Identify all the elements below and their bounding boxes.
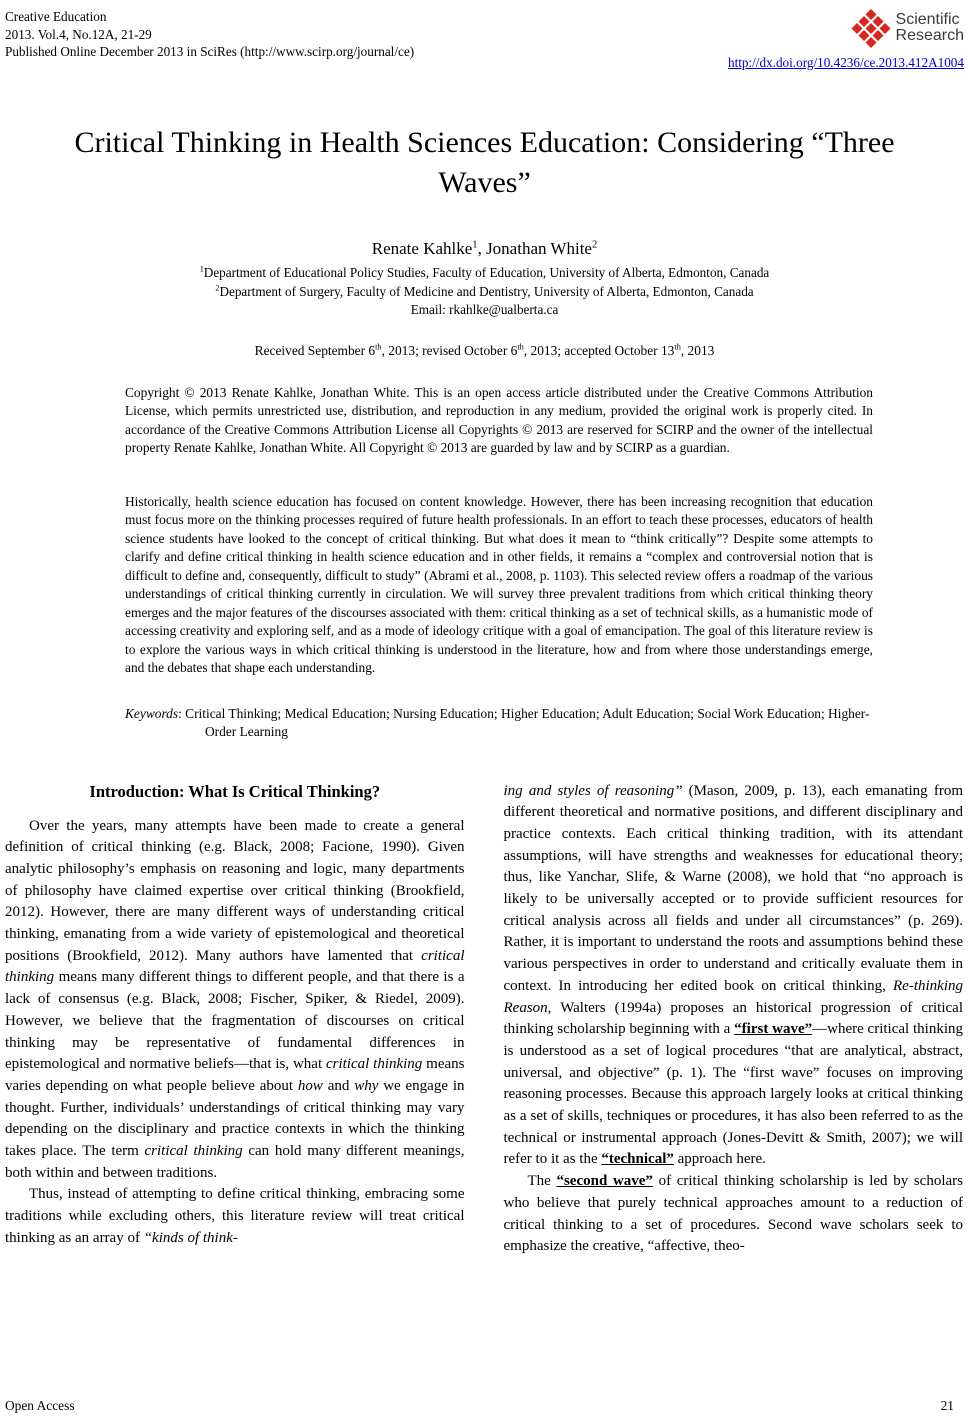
scirp-logo-text: [896, 12, 964, 44]
journal-title: Creative Education: [5, 9, 107, 24]
authors-line: Renate Kahlke$^1$, Jonathan White$^2$: [371, 239, 598, 258]
doi-link[interactable]: http://dx.doi.org/10.4236/ce.2013.412A1004: [727, 55, 964, 70]
affiliation-2: $^2$Department of Surgery, Faculty of Medicine and Dentistry, University of Alberta, Edmonton, Canada: [215, 283, 754, 299]
page-header: [5, 8, 964, 71]
scientific-research-logo: [728, 8, 964, 48]
journal-published: Published Online December 2013 in SciRes (http://www.scirp.org/journal/ce): [5, 44, 415, 60]
page-number: 21: [940, 1398, 954, 1413]
header-right: [728, 8, 964, 71]
article-body: [5, 781, 964, 1258]
page-footer: [5, 1398, 954, 1414]
right-column: [504, 781, 964, 1258]
email-line: Email: rkahlke@ualberta.ca: [410, 302, 559, 317]
abstract: Historically, health science education has focused on content knowledge. However, there has been increasing recognition that education must focus more on the thinking processes required of future health professionals. In an effort to teach these processes, educators of health science students have looked to the concept of critical thinking. But what does it mean to “think critically”? Despite some attempts to clarify and define critical thinking in health science education and in other fields, it remains a “complex and controversial notion that is difficult to define and, consequently, difficult to study” (Abrami et al., 2008, p. 1103). This selected review offers a roadmap of the various understandings of critical thinking currently in circulation. We will survey three prevalent traditions from which critical thinking theory emerges and the major features of the discourses associated with them: critical thinking as a set of technical skills, as a humanistic mode of accessing creativity and exploring self, and as a mode of ideology critique with a goal of emancipation. The goal of this literature review is to explore the various ways in which critical thinking is understood in the literature, how and from where those understandings emerge, and the debates that shape each understanding.: [125, 493, 873, 675]
journal-volume: 2013. Vol.4, No.12A, 21-29: [5, 26, 152, 42]
keywords-line: Keywords: Critical Thinking; Medical Education; Nursing Education; Higher Education; Adult Education; Social Work Education; Higher-Order Learning: [125, 705, 870, 739]
body-paragraph: The “second wave” of critical thinking scholarship is led by scholars who believe that purely technical approaches amount to a reduction of critical thinking to a set of procedures. Second wave scholars seek to emphasize the creative, “affective, theo-: [503, 1173, 963, 1255]
journal-info: [5, 8, 414, 61]
copyright-notice: Copyright © 2013 Renate Kahlke, Jonathan White. This is an open access article distributed under the Creative Commons Attribution License, which permits unrestricted use, distribution, and reproduction in any medium, provided the original work is properly cited. In accordance of the Creative Commons Attribution License all Copyrights © 2013 are reserved for SCIRP and the owner of the intellectual property Renate Kahlke, Jonathan White. All Copyright © 2013 are guarded by law and by SCIRP as a guardian.: [125, 384, 873, 455]
section-heading-introduction: Introduction: What Is Critical Thinking?: [89, 781, 381, 801]
left-column: [5, 781, 465, 1258]
body-paragraph: Thus, instead of attempting to define critical thinking, embracing some traditions while excluding others, this literature review will treat critical thinking as an array of “kinds of think-: [5, 1186, 465, 1246]
scirp-logo-text-line2: Research: [895, 27, 964, 44]
received-line: Received September 6th, 2013; revised October 6th, 2013; accepted October 13th, 2013: [254, 342, 715, 358]
body-paragraph: Over the years, many attempts have been made to create a general definition of critical thinking (e.g. Black, 2008; Facione, 1990). Given analytic philosophy’s emphasis on reasoning and logic, many departments of philosophy have claimed expertise over critical thinking (Brookfield, 2012). However, there are many different ways of understanding critical thinking, emanating from a wide variety of epistemological and theoretical positions (Brookfield, 2012). Many authors have lamented that critical thinking means many different things to different people, and that there is a lack of consensus (e.g. Black, 2008; Fischer, Spiker, & Riedel, 2009). However, we believe that the fragmentation of discourses on critical thinking may be representative of fundamental differences in epistemological and normative beliefs—that is, what critical thinking means varies depending on what people believe about how and why we engage in thought. Further, individuals’ understandings of critical thinking may vary depending on the disciplinary and practice contexts in which the thinking takes place. The term critical thinking can hold many different meanings, both within and between traditions.: [5, 817, 465, 1181]
open-access-label: Open Access: [5, 1398, 75, 1413]
scirp-diamonds-icon: [851, 8, 891, 48]
affiliation-1: $^1$Department of Educational Policy Studies, Faculty of Education, University of Alberta, Edmonton, Canada: [199, 264, 770, 280]
affiliations-block: [5, 264, 964, 320]
doi-line: [728, 55, 964, 71]
body-paragraph: ing and styles of reasoning” (Mason, 2009, p. 13), each emanating from different theoretical and normative positions, and different disciplinary and practice contexts. Each critical thinking tradition, with its attendant assumptions, will have strengths and weaknesses for educational theory; thus, like Yanchar, Slife, & Warne (2008), we hold that “no approach is likely to be universally accepted or to provide sufficient resources for critical analysis across all fields and under all circumstances” (p. 269). Rather, it is important to understand the roots and assumptions behind these various perspectives in order to understand and critically evaluate them in context. In introducing her edited book on critical thinking, Re-thinking Reason, Walters (1994a) proposes an historical progression of critical thinking scholarship beginning with a “first wave”—where critical thinking is understood as a set of logical procedures “that are analytical, abstract, universal, and objective” (p. 1). The “first wave” focuses on improving reasoning processes. Because this approach largely looks at critical thinking as a set of skills, techniques or procedures, it has also been referred to as the technical or instrumental approach (Jones-Devitt & Smith, 2007); we will refer to it as the “technical” approach here.: [503, 782, 963, 1168]
article-title: Critical Thinking in Health Sciences Education: Considering “Three Waves”: [74, 126, 895, 199]
scirp-logo-text-line1: Scientific: [895, 11, 960, 28]
